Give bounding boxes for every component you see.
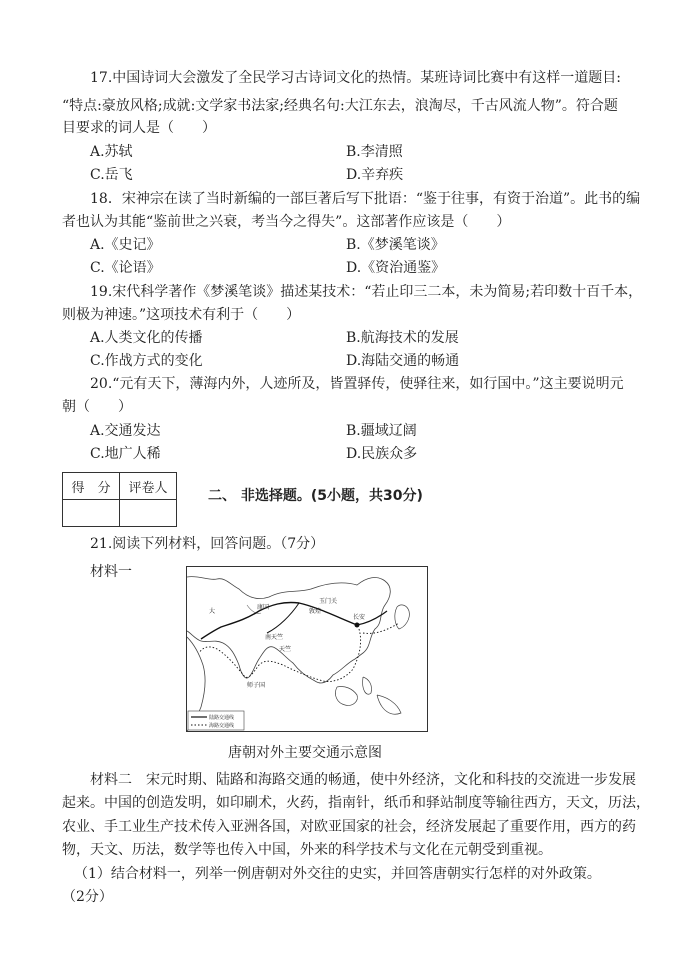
q20-option-b: B.疆域辽阔 — [346, 423, 417, 439]
map-label-nanti: 南天竺 — [265, 634, 284, 641]
japan-outline — [395, 605, 410, 629]
map-legend — [188, 711, 244, 730]
map-label-yumen: 玉门关 — [319, 598, 338, 605]
changan-marker — [355, 623, 360, 628]
score-table — [62, 472, 177, 527]
q19-option-a: A.人类文化的传播 — [90, 330, 203, 346]
q17-option-c: C.岳飞 — [90, 167, 133, 183]
q20-option-c: C.地广人稀 — [90, 446, 161, 462]
q19-option-b: B.航海技术的发展 — [346, 330, 459, 346]
island-outline-3 — [377, 695, 401, 714]
q18-option-d: D.《资治通鉴》 — [346, 260, 446, 276]
sea-route-japan — [363, 623, 399, 633]
map-label-dunhuang: 敦煌 — [309, 608, 322, 615]
land-route-south — [267, 603, 299, 633]
q18-option-a: A.《史记》 — [90, 237, 161, 253]
q17-option-d: D.辛弃疾 — [346, 167, 404, 183]
island-outline-2 — [363, 677, 372, 694]
tang-traffic-map — [186, 566, 428, 732]
q20-line-1: 20.“元有天下，薄海内外，人迹所及，皆置驿传，使驿往来，如行国中。”这主要说明元 — [90, 376, 624, 392]
material1-label: 材料一 — [90, 564, 132, 580]
material2-line-4: 物，天文、历法，数学等也传入中国，外来的科学技术与文化在元朝受到重视。 — [62, 842, 552, 858]
island-outline-1 — [335, 686, 357, 705]
q17-option-b: B.李清照 — [346, 144, 403, 160]
q18-line-1: 18．宋神宗在读了当时新编的一部巨著后写下批语：“鉴于往事，有资于治道”。此书的编 — [90, 191, 641, 207]
map-caption: 唐朝对外主要交通示意图 — [228, 745, 382, 761]
q21-sub1-line-1: （1）结合材料一，列举一例唐朝对外交往的史实，并回答唐朝实行怎样的对外政策。 — [74, 866, 601, 882]
q17-line-2: “特点:豪放风格;成就:文学家书法家;经典名句:大江东去，浪淘尽，千古风流人物”。符合题 — [62, 98, 618, 114]
material2-line-1: 材料二 宋元时期、陆路和海路交通的畅通，使中外经济，文化和科技的交流进一步发展 — [90, 772, 636, 788]
asia-coastline — [187, 577, 390, 683]
q19-option-c: C.作战方式的变化 — [90, 353, 203, 369]
map-label-dashi: 大 — [209, 608, 216, 615]
q17-line-1: 17.中国诗词大会激发了全民学习古诗词文化的热情。某班诗词比赛中有这样一道题目: — [90, 70, 621, 86]
material2-line-2: 起来。中国的创造发明，如印刷术，火药，指南针，纸币和驿站制度等输往西方，天文，历法， — [62, 795, 650, 811]
map-label-changan: 长安 — [353, 614, 366, 621]
section-title: 二、 非选择题。(5小题，共30分) — [208, 488, 423, 504]
q18-option-b: B.《梦溪笔谈》 — [346, 237, 445, 253]
q17-line-3: 目要求的词人是（ ） — [62, 120, 216, 136]
map-label-tianzhu: 天竺 — [279, 646, 292, 653]
legend-land-label: 陆路交通线 — [209, 715, 235, 721]
q19-line-1: 19.宋代科学著作《梦溪笔谈》描述某技术：“若止印三二本，未为简易;若印数十百千本， — [90, 284, 643, 300]
q19-line-2: 则极为神速。”这项技术有利于（ ） — [62, 307, 301, 323]
grader-cell[interactable] — [120, 500, 177, 527]
map-svg — [187, 567, 427, 731]
q18-line-2: 者也认为其能“鉴前世之兴衰，考当今之得失”。这部著作应该是（ ） — [62, 214, 511, 230]
q20-option-a: A.交通发达 — [90, 423, 161, 439]
legend-sea-label: 海路交通线 — [209, 723, 235, 729]
q18-option-c: C.《论语》 — [90, 260, 161, 276]
q20-line-2: 朝（ ） — [62, 399, 132, 415]
q20-option-d: D.民族众多 — [346, 446, 418, 462]
q21-intro: 21.阅读下列材料，回答问题。（7分） — [90, 536, 325, 552]
map-label-shizi: 师子国 — [247, 682, 266, 689]
q17-option-a: A.苏轼 — [90, 144, 133, 160]
score-cell[interactable] — [63, 500, 120, 527]
material2-line-3: 农业、手工业生产技术传入亚洲各国，对欧亚国家的社会，经济发展起了重要作用，西方的药 — [62, 819, 636, 835]
q21-sub1-line-2: （2分） — [62, 889, 113, 905]
grader-header: 评卷人 — [120, 473, 177, 500]
score-header: 得 分 — [63, 473, 120, 500]
map-label-kangguo: 康国 — [257, 604, 270, 611]
q19-option-d: D.海陆交通的畅通 — [346, 353, 460, 369]
